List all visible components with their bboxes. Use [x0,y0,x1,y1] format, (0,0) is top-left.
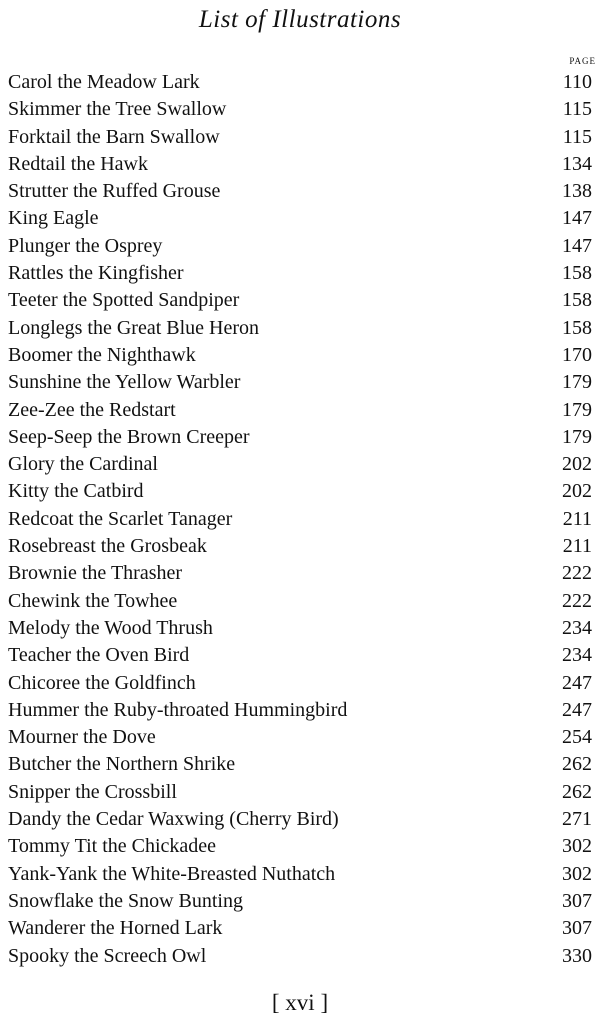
illustration-title: Yank-Yank the White-Breasted Nuthatch [8,862,336,885]
page-number: [ xvi ] [271,990,329,1015]
list-item [8,533,596,560]
illustration-title: Kitty the Catbird [8,480,144,503]
list-item [8,615,596,642]
list-item [8,697,596,724]
list-item [8,943,596,970]
list-item [8,287,596,314]
illustration-title: Dandy the Cedar Waxwing (Cherry Bird) [8,808,339,831]
illustration-title: Hummer the Ruby-throated Hummingbird [8,698,348,721]
list-item [8,315,596,342]
illustration-title: Forktail the Barn Swallow [8,125,220,148]
illustration-title: Chicoree the Goldfinch [8,671,196,694]
page-reference: 247 [562,698,592,721]
page-reference: 211 [562,507,592,530]
illustration-title: Mourner the Dove [8,726,156,749]
page-reference: 211 [562,535,592,558]
list-item [8,888,596,915]
list-item [8,915,596,942]
page-reference: 222 [562,589,592,612]
list-item [8,96,596,123]
illustration-title: Melody the Wood Thrush [8,616,213,639]
list-item [8,861,596,888]
page-reference: 147 [562,207,592,230]
list-item [8,506,596,533]
illustration-title: Zee-Zee the Redstart [8,398,176,421]
page-reference: 147 [562,234,592,257]
illustration-title: Tommy Tit the Chickadee [8,835,217,858]
list-item [8,724,596,751]
list-item [8,424,596,451]
page-reference: 330 [562,944,592,967]
page-reference: 222 [562,562,592,585]
list-item [8,588,596,615]
page-reference: 202 [562,480,592,503]
illustration-title: Plunger the Osprey [8,234,163,257]
illustration-title: Rosebreast the Grosbeak [8,535,207,558]
list-item [8,806,596,833]
page-reference: 307 [562,917,592,940]
list-item [8,151,596,178]
page-reference: 138 [562,180,592,203]
illustration-title: Teacher the Oven Bird [8,644,190,667]
page-reference: 115 [562,125,592,148]
illustration-title: Rattles the Kingfisher [8,262,184,285]
page-reference: 234 [562,644,592,667]
list-item [8,69,596,96]
page-reference: 170 [562,343,592,366]
illustration-title: Chewink the Towhee [8,589,178,612]
page-reference: 302 [562,862,592,885]
illustration-title: Boomer the Nighthawk [8,343,196,366]
list-item [8,260,596,287]
list-item [8,233,596,260]
list-item [8,342,596,369]
page-reference: 158 [562,289,592,312]
illustration-title: Spooky the Screech Owl [8,944,207,967]
list-item [8,205,596,232]
page-reference: 179 [562,398,592,421]
list-item [8,670,596,697]
list-item [8,397,596,424]
list-item [8,178,596,205]
page-column-header: PAGE [569,56,596,66]
list-item [8,751,596,778]
illustration-title: Redtail the Hawk [8,152,148,175]
illustration-title: Strutter the Ruffed Grouse [8,180,221,203]
page-reference: 262 [562,753,592,776]
list-item [8,369,596,396]
page-reference: 254 [562,726,592,749]
list-item [8,124,596,151]
illustration-title: Butcher the Northern Shrike [8,753,236,776]
illustration-title: Brownie the Thrasher [8,562,183,585]
page-reference: 179 [562,425,592,448]
illustration-title: Seep-Seep the Brown Creeper [8,425,250,448]
page-reference: 302 [562,835,592,858]
list-item [8,833,596,860]
illustration-title: Teeter the Spotted Sandpiper [8,289,240,312]
list-item [8,451,596,478]
page-reference: 271 [562,808,592,831]
illustration-title: King Eagle [8,207,99,230]
page-reference: 247 [562,671,592,694]
list-item [8,642,596,669]
list-item [8,779,596,806]
page-reference: 179 [562,371,592,394]
illustration-title: Skimmer the Tree Swallow [8,98,227,121]
illustrations-list [8,69,596,970]
illustration-title: Carol the Meadow Lark [8,71,200,93]
list-item [8,478,596,505]
illustration-title: Sunshine the Yellow Warbler [8,371,241,394]
page-reference: 307 [562,889,592,912]
page-reference: 115 [562,98,592,121]
page-reference: 202 [562,453,592,476]
page-reference: 158 [562,262,592,285]
illustration-title: Snowflake the Snow Bunting [8,889,243,912]
page-reference: 234 [562,616,592,639]
illustration-title: Longlegs the Great Blue Heron [8,316,260,339]
illustration-title: Wanderer the Horned Lark [8,917,223,940]
page-reference: 262 [562,780,592,803]
page-reference: 110 [562,71,592,93]
list-item [8,560,596,587]
page-title: List of Illustrations [198,6,402,33]
page-reference: 158 [562,316,592,339]
page-reference: 134 [562,152,592,175]
illustration-title: Glory the Cardinal [8,453,158,476]
illustration-title: Snipper the Crossbill [8,780,177,803]
illustration-title: Redcoat the Scarlet Tanager [8,507,233,530]
